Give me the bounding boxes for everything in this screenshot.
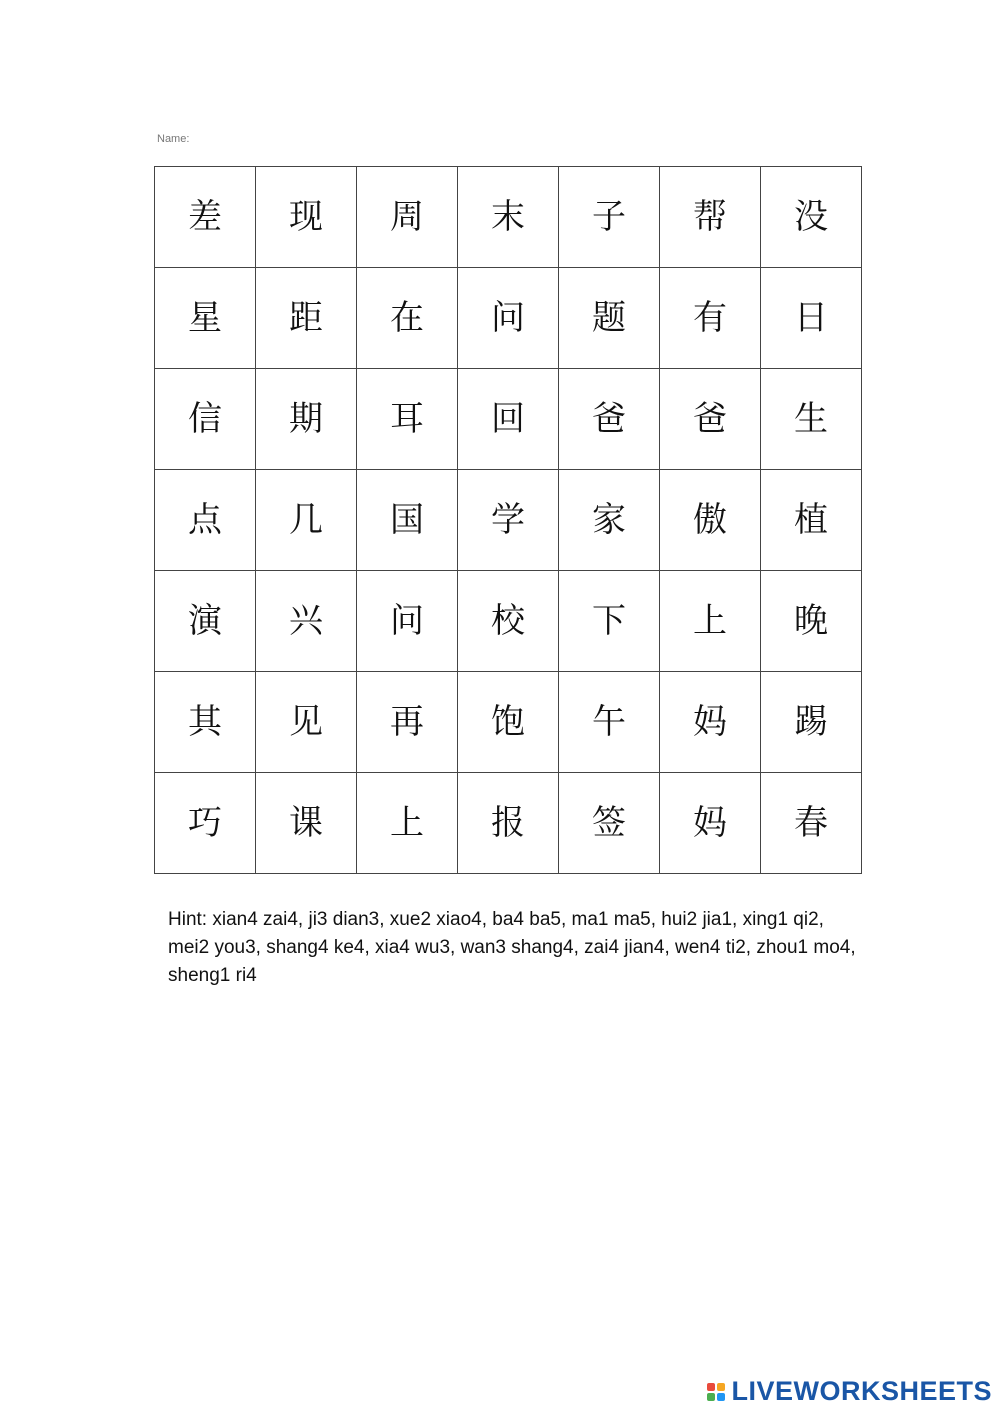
logo-square-2 bbox=[717, 1383, 725, 1391]
grid-cell[interactable]: 家 bbox=[559, 470, 660, 571]
grid-cell[interactable]: 见 bbox=[256, 672, 357, 773]
grid-cell[interactable]: 巧 bbox=[155, 773, 256, 874]
grid-cell[interactable]: 问 bbox=[357, 571, 458, 672]
grid-cell[interactable]: 回 bbox=[458, 369, 559, 470]
grid-cell[interactable]: 在 bbox=[357, 268, 458, 369]
grid-cell[interactable]: 踢 bbox=[761, 672, 862, 773]
logo-square-4 bbox=[717, 1393, 725, 1401]
hint-words: xian4 zai4, ji3 dian3, xue2 xiao4, ba4 ba5, ma1 ma5, hui2 jia1, xing1 qi2, mei2 you3, shang4 ke4, xia4 wu3, wan3 shang4, zai4 jian4, wen4 ti2, zhou1 mo4, sheng1 ri4 bbox=[168, 909, 856, 986]
grid-cell[interactable]: 植 bbox=[761, 470, 862, 571]
grid-cell[interactable]: 其 bbox=[155, 672, 256, 773]
grid-cell[interactable]: 妈 bbox=[660, 672, 761, 773]
grid-cell[interactable]: 上 bbox=[660, 571, 761, 672]
grid-cell[interactable]: 周 bbox=[357, 167, 458, 268]
grid-cell[interactable]: 签 bbox=[559, 773, 660, 874]
grid-cell[interactable]: 傲 bbox=[660, 470, 761, 571]
grid-cell[interactable]: 下 bbox=[559, 571, 660, 672]
grid-cell[interactable]: 末 bbox=[458, 167, 559, 268]
grid-cell[interactable]: 午 bbox=[559, 672, 660, 773]
brand-text: LIVEWORKSHEETS bbox=[731, 1376, 992, 1406]
grid-cell[interactable]: 妈 bbox=[660, 773, 761, 874]
grid-cell[interactable]: 信 bbox=[155, 369, 256, 470]
grid-cell[interactable]: 没 bbox=[761, 167, 862, 268]
name-label: Name: bbox=[157, 133, 190, 145]
grid-cell[interactable]: 再 bbox=[357, 672, 458, 773]
grid-cell[interactable]: 差 bbox=[155, 167, 256, 268]
grid-cell[interactable]: 点 bbox=[155, 470, 256, 571]
grid-cell[interactable]: 春 bbox=[761, 773, 862, 874]
grid-cell[interactable]: 爸 bbox=[559, 369, 660, 470]
grid-cell[interactable]: 题 bbox=[559, 268, 660, 369]
grid-cell[interactable]: 上 bbox=[357, 773, 458, 874]
grid-cell[interactable]: 问 bbox=[458, 268, 559, 369]
grid-cell[interactable]: 帮 bbox=[660, 167, 761, 268]
grid-row bbox=[155, 470, 862, 571]
grid-cell[interactable]: 耳 bbox=[357, 369, 458, 470]
grid-cell[interactable]: 星 bbox=[155, 268, 256, 369]
grid-cell[interactable]: 距 bbox=[256, 268, 357, 369]
word-search-grid bbox=[154, 166, 862, 874]
grid-cell[interactable]: 课 bbox=[256, 773, 357, 874]
grid-cell[interactable]: 日 bbox=[761, 268, 862, 369]
grid-cell[interactable]: 子 bbox=[559, 167, 660, 268]
grid-row bbox=[155, 268, 862, 369]
grid-cell[interactable]: 兴 bbox=[256, 571, 357, 672]
grid-row bbox=[155, 571, 862, 672]
grid-cell[interactable]: 期 bbox=[256, 369, 357, 470]
hint-label: Hint: bbox=[168, 909, 208, 930]
logo-square-3 bbox=[707, 1393, 715, 1401]
hint-text bbox=[168, 906, 868, 990]
grid-row bbox=[155, 672, 862, 773]
grid-row bbox=[155, 773, 862, 874]
grid-cell[interactable]: 晚 bbox=[761, 571, 862, 672]
grid-cell[interactable]: 演 bbox=[155, 571, 256, 672]
grid-cell[interactable]: 学 bbox=[458, 470, 559, 571]
liveworksheets-brand bbox=[707, 1376, 992, 1407]
grid-cell[interactable]: 几 bbox=[256, 470, 357, 571]
grid-cell[interactable]: 有 bbox=[660, 268, 761, 369]
grid-cell[interactable]: 生 bbox=[761, 369, 862, 470]
grid-cell[interactable]: 现 bbox=[256, 167, 357, 268]
grid-cell[interactable]: 饱 bbox=[458, 672, 559, 773]
liveworksheets-logo-icon bbox=[707, 1383, 725, 1401]
grid-cell[interactable]: 报 bbox=[458, 773, 559, 874]
grid-cell[interactable]: 国 bbox=[357, 470, 458, 571]
grid-cell[interactable]: 校 bbox=[458, 571, 559, 672]
grid-cell[interactable]: 爸 bbox=[660, 369, 761, 470]
grid-row bbox=[155, 167, 862, 268]
logo-square-1 bbox=[707, 1383, 715, 1391]
grid-row bbox=[155, 369, 862, 470]
